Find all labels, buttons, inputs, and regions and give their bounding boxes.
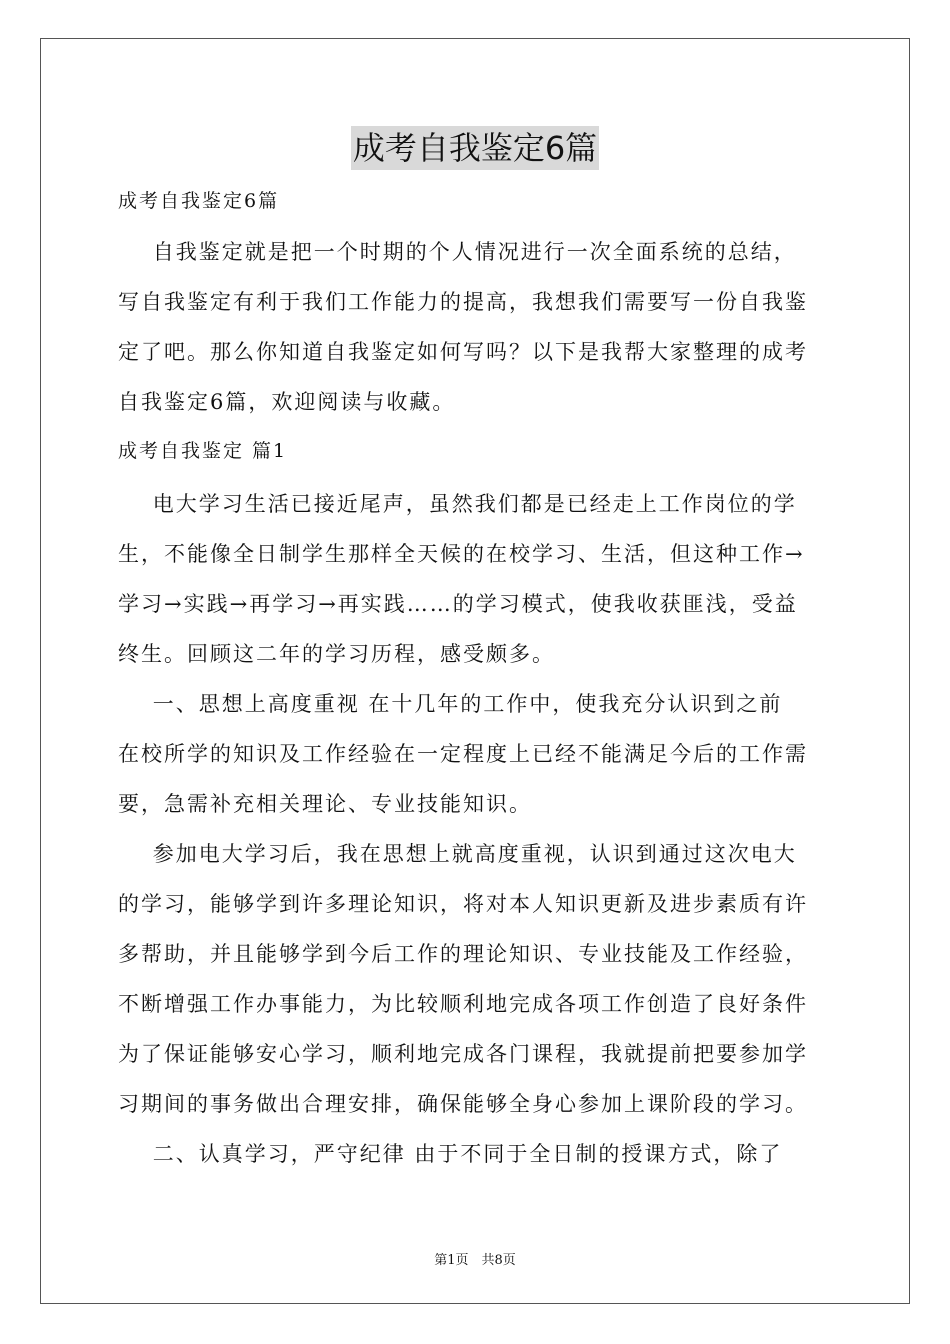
paragraph-line: 为了保证能够安心学习，顺利地完成各门课程，我就提前把要参加学: [118, 1042, 808, 1066]
page-footer: 第1页 共8页: [434, 1253, 516, 1268]
paragraph-line: 一、思想上高度重视 在十几年的工作中，使我充分认识到之前: [118, 692, 783, 716]
section-heading: 成考自我鉴定 篇1: [118, 440, 288, 462]
paragraph-line: 多帮助，并且能够学到今后工作的理论知识、专业技能及工作经验，: [118, 942, 808, 966]
paragraph-line: 终生。回顾这二年的学习历程，感受颇多。: [118, 642, 555, 666]
paragraph-line: 定了吧。那么你知道自我鉴定如何写吗？以下是我帮大家整理的成考: [118, 340, 808, 364]
paragraph-line: 二、认真学习，严守纪律 由于不同于全日制的授课方式，除了: [118, 1142, 783, 1166]
title-wrap: [0, 126, 950, 170]
paragraph-line: 写自我鉴定有利于我们工作能力的提高，我想我们需要写一份自我鉴: [118, 290, 808, 314]
paragraph-line: 习期间的事务做出合理安排，确保能够全身心参加上课阶段的学习。: [118, 1092, 808, 1116]
paragraph-line: 生，不能像全日制学生那样全天候的在校学习、生活，但这种工作→: [118, 542, 805, 566]
doc-subtitle: 成考自我鉴定6篇: [118, 190, 280, 212]
paragraph-line: 的学习，能够学到许多理论知识，将对本人知识更新及进步素质有许: [118, 892, 808, 916]
paragraph-line: 参加电大学习后，我在思想上就高度重视，认识到通过这次电大: [118, 842, 797, 866]
paragraph-line: 要，急需补充相关理论、专业技能知识。: [118, 792, 532, 816]
document-title: 成考自我鉴定6篇: [351, 126, 599, 170]
paragraph-line: 自我鉴定6篇，欢迎阅读与收藏。: [118, 390, 456, 414]
paragraph-line: 自我鉴定就是把一个时期的个人情况进行一次全面系统的总结，: [118, 240, 797, 264]
paragraph-line: 在校所学的知识及工作经验在一定程度上已经不能满足今后的工作需: [118, 742, 808, 766]
paragraph-line: 学习→实践→再学习→再实践……的学习模式，使我收获匪浅，受益: [118, 592, 798, 616]
paragraph-line: 电大学习生活已接近尾声，虽然我们都是已经走上工作岗位的学: [118, 492, 797, 516]
paragraph-line: 不断增强工作办事能力，为比较顺利地完成各项工作创造了良好条件: [118, 992, 808, 1016]
